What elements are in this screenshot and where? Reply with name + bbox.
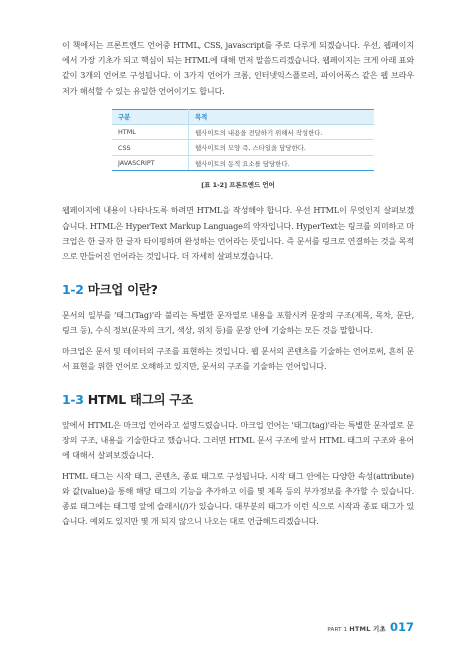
table-cell-language: HTML <box>112 124 189 140</box>
section-title: 마크업 이란? <box>87 282 158 298</box>
footer-part-prefix: PART 1 <box>327 627 348 633</box>
footer-part-title: HTML 기초 <box>349 625 386 633</box>
tag-structure-paragraph-1: 앞에서 HTML은 마크업 언어라고 설명드렸습니다. 마크업 언어는 '태그(tag)'라는 특별한 문자열로 문장의 구조, 내용을 기술한다고 했습니다. 그러면 HTML 문서 구조에 앞서 HTML 태그의 구조와 용어에 대해서 살펴보겠습니다. <box>62 419 414 461</box>
section-number: 1-3 <box>62 391 84 407</box>
table-header-row <box>112 109 374 124</box>
table-cell-language: CSS <box>112 140 189 156</box>
page-number: 017 <box>389 620 414 634</box>
html-intro-paragraph: 웹페이지에 내용이 나타나도록 하려면 HTML을 작성해야 합니다. 우선 HTML이 무엇인지 살펴보겠습니다. HTML은 HyperText Markup Language의 약자입니다. HyperText는 링크를 의미하고 마크업은 한 글자 한 글자 타이핑하며 완성하는 언어라는 뜻입니다. 즉 문서를 링크로 연결하는 것을 목적으로 만들어진 언어라는 것입니다. 더 자세히 살펴보겠습니다. <box>62 205 414 261</box>
markup-paragraph-1: 문서의 일부를 '태그(Tag)'라 불리는 특별한 문자열로 내용을 포함시켜 문장의 구조(제목, 목차, 문단, 링크 등), 수식 정보(문자의 크기, 색상, 위치 등)를 문장 안에 기술하는 모든 것을 말합니다. <box>62 310 414 336</box>
frontend-languages-table <box>112 109 374 172</box>
markup-paragraph-2: 마크업은 문서 및 데이터의 구조를 표현하는 것입니다. 웹 문서의 콘텐츠를 기술하는 언어로써, 흔히 문서 표현을 위한 언어로 오해하고 있지만, 문서의 구조를 기술하는 언어입니다. <box>62 345 414 371</box>
section-heading-markup <box>62 280 414 298</box>
table-caption: [표 1-2] 프론트엔드 언어 <box>201 181 275 190</box>
tag-structure-paragraph-2: HTML 태그는 시작 태그, 콘텐츠, 종료 태그로 구성됩니다. 시작 태그 안에는 다양한 속성(attribute)와 값(value)을 통해 해당 태그의 기능을 추가하고 이를 몇 제목 등의 부가정보를 추가할 수 있습니다. 종료 태그에는 태그명 앞에 슬래시(/)가 있습니다. 대부분의 태그가 이런 식으로 시작과 종료 태그가 있습니다. 예외도 있지만 몇 개 되지 않으니 나오는 대로 언급해드리겠습니다. <box>62 470 414 527</box>
table-cell-purpose: 웹사이트의 동적 요소를 담당한다. <box>189 155 375 171</box>
section-heading-tag-structure <box>62 390 414 408</box>
table-cell-purpose: 웹사이트의 모양 즉, 스타일을 담당한다. <box>189 140 375 156</box>
table-row <box>112 124 374 140</box>
table-cell-purpose: 웹사이트의 내용을 전달하기 위해서 작성한다. <box>189 124 375 140</box>
table-row <box>112 140 374 156</box>
page-footer <box>327 620 414 634</box>
section-number: 1-2 <box>62 282 84 298</box>
page-content <box>62 38 414 529</box>
table-cell-language: JAVASCRIPT <box>112 155 189 171</box>
table-row <box>112 155 374 171</box>
section-title: HTML 태그의 구조 <box>87 391 193 407</box>
footer-part-label <box>327 624 386 633</box>
table-container <box>62 109 414 172</box>
table-header-category: 구분 <box>112 109 189 124</box>
table-header-purpose: 목적 <box>189 109 375 124</box>
intro-paragraph: 이 책에서는 프론트엔드 언어중 HTML, CSS, javascript를 주로 다루게 되겠습니다. 우선, 웹페이지에서 가장 기초가 되고 핵심이 되는 HTML에 대해 먼저 말씀드리겠습니다. 웹페이지는 크게 아래 표와 같이 3개의 언어로 구성됩니다. 이 3가지 언어가 크롬, 인터넷익스플로러, 파이어폭스 같은 웹 브라우저가 해석할 수 있는 유일한 언어이기도 합니다. <box>62 40 414 96</box>
